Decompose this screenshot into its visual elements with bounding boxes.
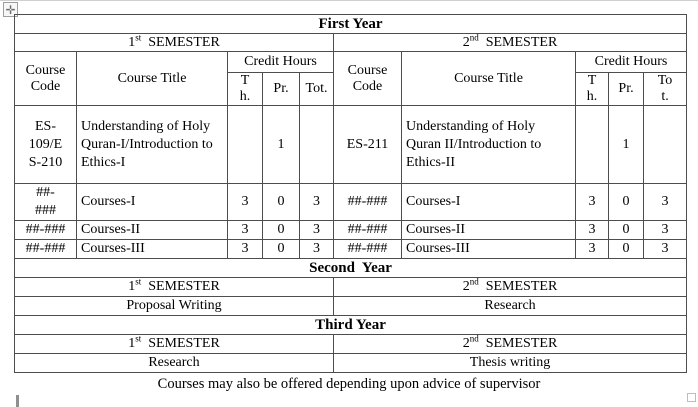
col-header-th[interactable] [576,73,609,106]
credit-th-cell[interactable]: 3 [576,221,609,240]
col-header-course-code[interactable]: Course Code [15,52,77,106]
course-code-cell[interactable]: ##-### [15,240,77,259]
col-header-pr[interactable]: Pr. [609,73,644,106]
credit-th-cell[interactable] [576,106,609,184]
semester-number: 2 [462,336,470,352]
col-header-th[interactable] [228,73,263,106]
sy-sem1-activity[interactable]: Proposal Writing [15,297,334,316]
semester-number: 2 [462,34,470,50]
credit-th-cell[interactable]: 3 [576,240,609,259]
col-header-course-title[interactable]: Course Title [402,52,576,106]
credit-pr-cell[interactable]: 0 [609,184,644,221]
credit-pr-cell[interactable]: 0 [263,184,300,221]
course-code-cell[interactable] [15,106,77,184]
course-code-cell[interactable]: ES-211 [334,106,402,184]
move-cross-icon: ✛ [5,2,16,17]
credit-th-cell[interactable]: 3 [576,184,609,221]
credit-pr-cell[interactable]: 0 [263,240,300,259]
semester-number: 2 [462,279,470,295]
credit-tot-cell[interactable]: 3 [644,184,687,221]
semester-number: 1 [128,34,136,50]
supervisor-note[interactable]: Courses may also be offered depending upon advice of supervisor [157,376,541,392]
credit-th-cell[interactable]: 3 [228,221,263,240]
ordinal-superscript: st [135,33,142,42]
course-title-cell[interactable]: Courses-II [77,221,228,240]
course-code-cell[interactable]: ##-### [334,221,402,240]
course-code-cell[interactable]: ##-### [15,221,77,240]
ordinal-superscript: st [135,277,142,287]
course-title-cell[interactable]: Courses-I [77,184,228,221]
course-code-cell[interactable] [15,184,77,221]
fy-sem2-header[interactable] [334,34,687,52]
col-header-course-title[interactable]: Course Title [77,52,228,106]
course-title: Understanding of Holy Quran-I/Introduction to Ethics-I [81,118,213,170]
course-code: ES-109/ES-210 [28,118,63,170]
semester-number: 1 [128,336,136,352]
col-header-tot[interactable]: Tot. [300,73,334,106]
ty-sem1-activity[interactable]: Research [15,354,334,373]
credit-pr-cell[interactable]: 1 [263,106,300,184]
ty-sem2-header[interactable] [334,335,687,354]
credit-tot-cell[interactable] [300,106,334,184]
credit-tot-cell[interactable]: 3 [644,221,687,240]
credit-tot-cell[interactable]: 3 [644,240,687,259]
course-title-cell[interactable]: Courses-III [402,240,576,259]
credit-tot-cell[interactable]: 3 [300,221,334,240]
semester-word: SEMESTER [485,336,558,352]
ordinal-superscript: nd [469,277,479,287]
credit-tot-cell[interactable] [644,106,687,184]
sy-sem1-header[interactable] [15,278,334,297]
sy-sem2-activity[interactable]: Research [334,297,687,316]
credit-th-cell[interactable]: 3 [228,184,263,221]
course-code-cell[interactable]: ##-### [334,240,402,259]
credit-pr-cell[interactable]: 0 [609,240,644,259]
sy-sem2-header[interactable] [334,278,687,297]
ordinal-superscript: nd [469,334,479,344]
course-title-cell[interactable]: Courses-II [402,221,576,240]
th-label: Th. [239,73,251,105]
course-title-cell[interactable] [77,106,228,184]
col-header-pr[interactable]: Pr. [263,73,300,106]
curriculum-table [14,14,687,373]
page-top-edge [0,0,698,1]
year-title-first[interactable]: First Year [15,15,687,34]
ty-sem2-activity[interactable]: Thesis writing [334,354,687,373]
credit-th-cell[interactable]: 3 [228,240,263,259]
year-title-third[interactable]: Third Year [15,316,687,335]
course-code: ##-### [35,185,56,219]
text-cursor [16,395,19,407]
semester-word: SEMESTER [485,279,558,295]
credit-pr-cell[interactable]: 1 [609,106,644,184]
col-header-tot[interactable] [644,73,687,106]
col-header-credit-hours[interactable]: Credit Hours [576,52,687,73]
year-title-second[interactable]: Second Year [15,259,687,278]
semester-word: SEMESTER [148,279,220,295]
semester-word: SEMESTER [148,34,220,50]
tot-label: Tot. [657,73,673,105]
course-title-cell[interactable]: Courses-III [77,240,228,259]
ordinal-superscript: nd [469,33,479,42]
col-header-credit-hours[interactable]: Credit Hours [228,52,334,73]
ty-sem1-header[interactable] [15,335,334,354]
credit-pr-cell[interactable]: 0 [609,221,644,240]
table-resize-handle[interactable] [687,393,696,402]
credit-th-cell[interactable] [228,106,263,184]
semester-number: 1 [128,279,136,295]
col-header-course-code[interactable]: Course Code [334,52,402,106]
fy-sem1-header[interactable] [15,34,334,52]
credit-tot-cell[interactable]: 3 [300,240,334,259]
semester-word: SEMESTER [148,336,220,352]
course-title: Understanding of Holy Quran II/Introduction to Ethics-II [406,118,542,170]
course-title-cell[interactable] [402,106,576,184]
credit-tot-cell[interactable]: 3 [300,184,334,221]
ordinal-superscript: st [135,334,142,344]
th-label: Th. [586,73,598,105]
credit-pr-cell[interactable]: 0 [263,221,300,240]
semester-word: SEMESTER [485,34,558,50]
course-code-cell[interactable]: ##-### [334,184,402,221]
course-title-cell[interactable]: Courses-I [402,184,576,221]
